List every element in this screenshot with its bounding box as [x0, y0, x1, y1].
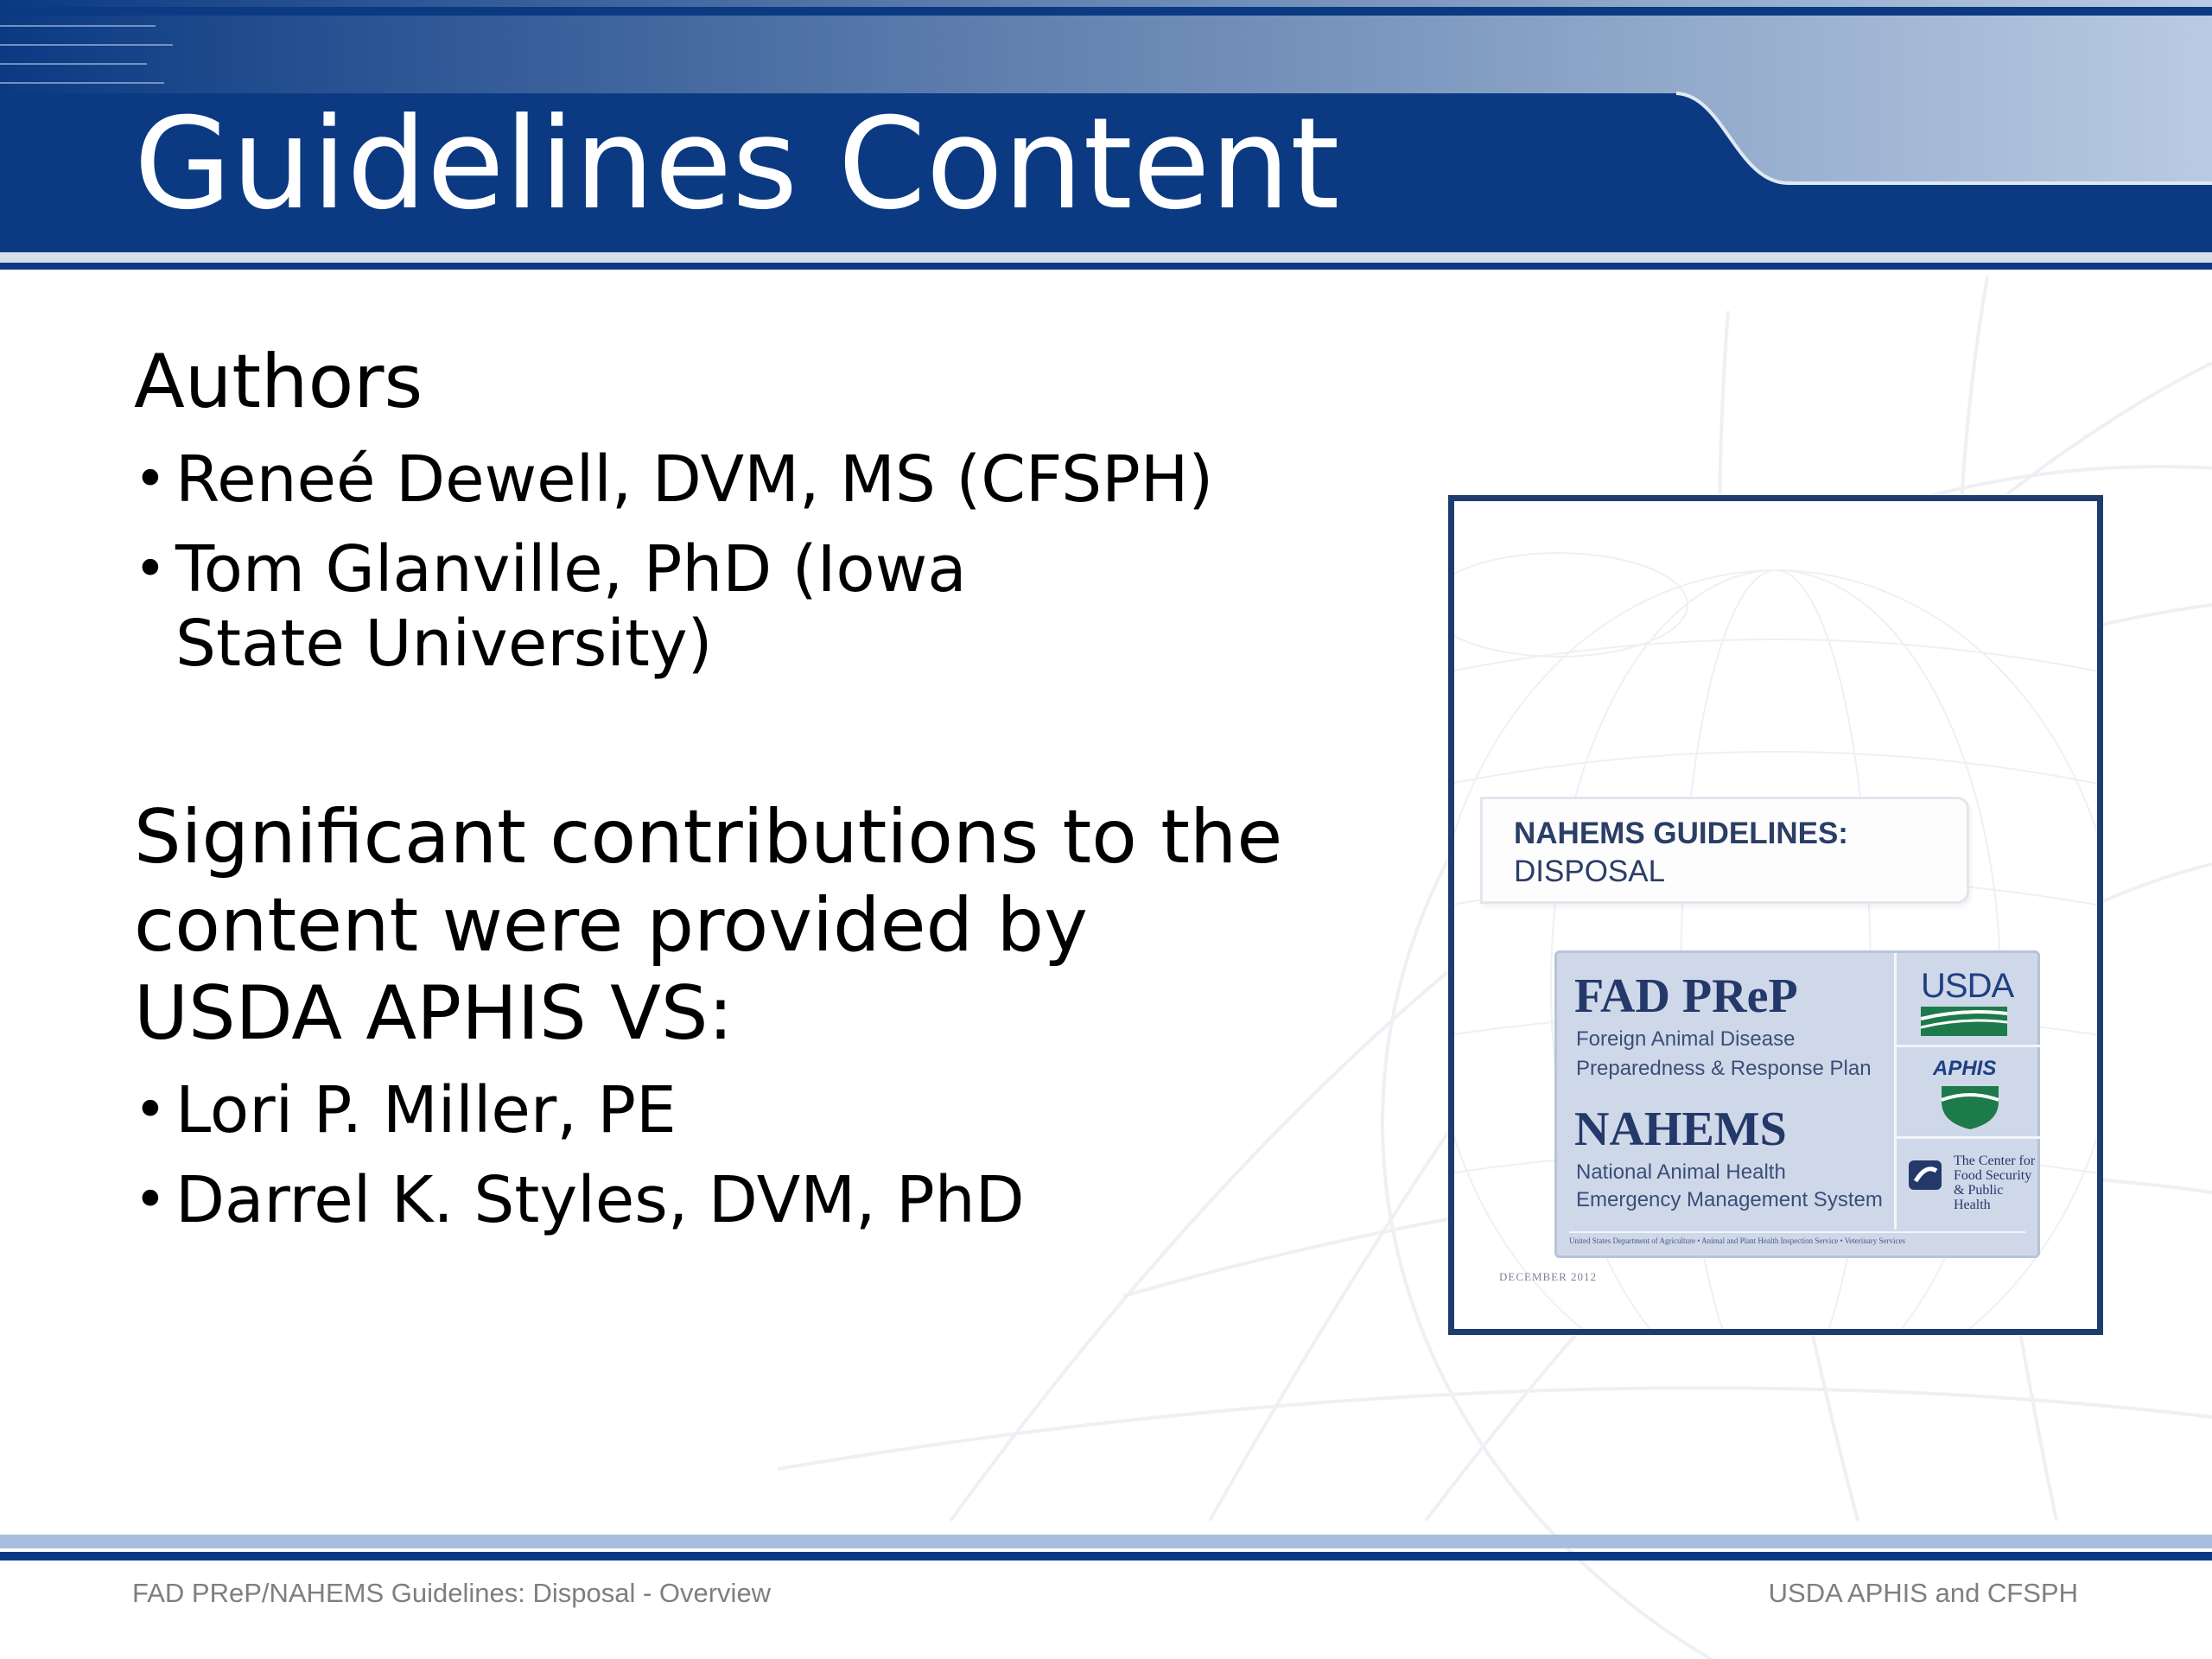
aphis-logo: [1897, 1045, 2040, 1139]
nahems-subtitle: National Animal Health: [1576, 1160, 1786, 1184]
footer-document-title: FAD PReP/NAHEMS Guidelines: Disposal - Overview: [132, 1578, 772, 1608]
cover-title-line: NAHEMS GUIDELINES:: [1514, 817, 1848, 850]
cover-title-banner: [1480, 797, 1969, 904]
author-item: • Tom Glanville, PhD (Iowa State University): [134, 532, 1143, 681]
cfsph-logo: [1897, 1136, 2040, 1228]
page-title: Guidelines Content: [134, 91, 1340, 238]
contributors-list: [134, 1073, 1430, 1237]
cfsph-mark-icon: [1907, 1159, 1945, 1192]
fad-prep-subtitle: Preparedness & Response Plan: [1576, 1057, 1872, 1080]
agency-logos: [1894, 953, 2040, 1230]
contributors-heading-line: Significant contributions to the: [134, 794, 1283, 880]
usda-hills-icon: [1921, 1007, 2007, 1036]
aphis-logo-text: APHIS: [1933, 1057, 1997, 1080]
footer-band: [0, 1529, 2212, 1571]
authors-list: [134, 442, 1430, 681]
aphis-shield-icon: [1940, 1083, 2000, 1131]
slide-body: [134, 337, 1430, 1237]
cover-subtitle-line: DISPOSAL: [1514, 855, 1666, 888]
cover-date: DECEMBER 2012: [1499, 1270, 1598, 1283]
authors-heading: Authors: [134, 339, 423, 425]
program-names: [1574, 953, 1903, 1230]
cfsph-logo-text: The Center for Food Security & Public Health: [1954, 1154, 2036, 1212]
program-logo-panel: [1554, 950, 2040, 1258]
contributor-item: • Lori P. Miller, PE: [134, 1073, 1430, 1147]
contributors-heading-line: USDA APHIS VS:: [134, 970, 734, 1057]
contributors-heading: [134, 793, 1430, 1058]
cover-agency-line: United States Department of Agriculture • Animal and Plant Health Inspection Service • Veterinary Services: [1569, 1231, 2025, 1254]
author-item: • Reneé Dewell, DVM, MS (CFSPH): [134, 442, 1430, 517]
contributor-item: • Darrel K. Styles, DVM, PhD: [134, 1163, 1430, 1237]
nahems-title: NAHEMS: [1574, 1103, 1787, 1156]
contributors-heading-line: content were provided by: [134, 882, 1088, 969]
guidelines-cover-image: [1448, 495, 2103, 1335]
nahems-subtitle: Emergency Management System: [1576, 1188, 1883, 1211]
footer-organization: USDA APHIS and CFSPH: [1768, 1578, 2078, 1608]
fad-prep-title: FAD PReP: [1574, 969, 1798, 1023]
fad-prep-subtitle: Foreign Animal Disease: [1576, 1027, 1796, 1051]
usda-logo: [1897, 953, 2040, 1047]
usda-logo-text: USDA: [1921, 967, 2014, 1005]
